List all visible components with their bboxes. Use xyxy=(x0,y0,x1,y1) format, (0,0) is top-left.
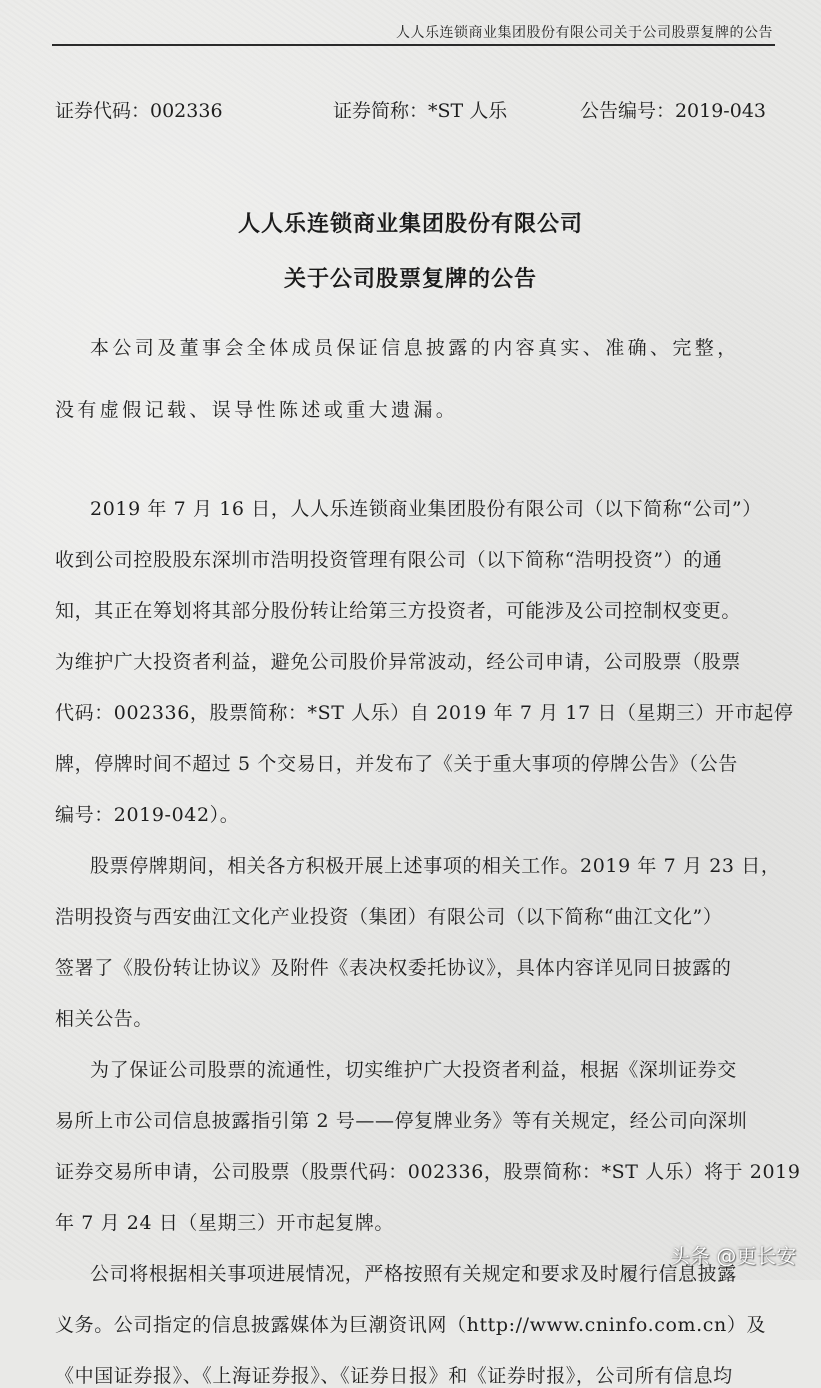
paragraph-line: 2019 年 7 月 16 日，人人乐连锁商业集团股份有限公司（以下简称“公司”） xyxy=(90,498,762,520)
paragraph-line: 证券交易所申请，公司股票（股票代码：002336，股票简称：*ST 人乐）将于 2019 xyxy=(55,1161,801,1183)
watermark: 头条 @更长安 xyxy=(670,1244,797,1268)
paragraph-line: 年 7 月 24 日（星期三）开市起复牌。 xyxy=(55,1212,395,1234)
company-title: 人人乐连锁商业集团股份有限公司 xyxy=(237,212,583,237)
running-header: 人人乐连锁商业集团股份有限公司关于公司股票复牌的公告 xyxy=(396,25,773,41)
paragraph-line: 公司将根据相关事项进展情况，严格按照有关规定和要求及时履行信息披露 xyxy=(90,1263,737,1285)
paragraph-line: 为了保证公司股票的流通性，切实维护广大投资者利益，根据《深圳证券交 xyxy=(90,1059,737,1081)
statement-line: 没有虚假记载、误导性陈述或重大遗漏。 xyxy=(55,399,459,421)
paragraph-line: 编号：2019-042）。 xyxy=(55,804,240,826)
paragraph-line: 股票停牌期间，相关各方积极开展上述事项的相关工作。2019 年 7 月 23 日， xyxy=(90,855,781,877)
paragraph-line: 为维护广大投资者利益，避免公司股价异常波动，经公司申请，公司股票（股票 xyxy=(55,651,742,673)
header-rule xyxy=(52,44,775,46)
meta-row xyxy=(55,96,766,122)
paragraph-line: 收到公司控股股东深圳市浩明投资管理有限公司（以下简称“浩明投资”）的通 xyxy=(55,549,723,571)
paragraph-line: 牌，停牌时间不超过 5 个交易日，并发布了《关于重大事项的停牌公告》（公告 xyxy=(55,753,738,775)
paragraph-line: 知，其正在筹划将其部分股份转让给第三方投资者，可能涉及公司控制权变更。 xyxy=(55,600,742,622)
paragraph-line: 相关公告。 xyxy=(55,1008,154,1030)
announcement-title: 关于公司股票复牌的公告 xyxy=(283,267,537,292)
paragraph-line: 易所上市公司信息披露指引第 2 号——停复牌业务》等有关规定，经公司向深圳 xyxy=(55,1110,748,1132)
paragraph-line: 签署了《股份转让协议》及附件《表决权委托协议》，具体内容详见同日披露的 xyxy=(55,957,732,979)
security-code: 证券代码：002336 xyxy=(55,100,223,122)
paragraph-line: 浩明投资与西安曲江文化产业投资（集团）有限公司（以下简称“曲江文化”） xyxy=(55,906,723,928)
statement-line: 本公司及董事会全体成员保证信息披露的内容真实、准确、完整， xyxy=(90,337,740,359)
announcement-number: 公告编号：2019-043 xyxy=(579,100,766,122)
paragraph-line: 义务。公司指定的信息披露媒体为巨潮资讯网（http://www.cninfo.com.cn）及 xyxy=(55,1314,767,1336)
security-short-name: 证券简称：*ST 人乐 xyxy=(333,100,508,122)
paragraph-line: 代码：002336，股票简称：*ST 人乐）自 2019 年 7 月 17 日（星期三）开市起停 xyxy=(55,702,794,724)
paragraph-line: 《中国证券报》、《上海证券报》、《证券日报》和《证券时报》，公司所有信息均 xyxy=(55,1365,733,1387)
